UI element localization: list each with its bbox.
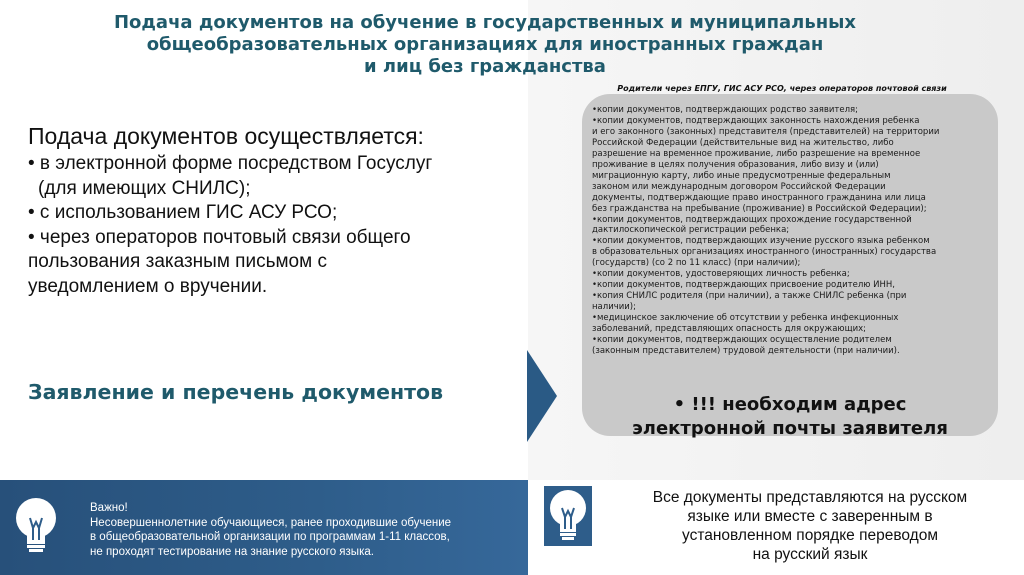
document-line: •копии документов, подтверждающих изучение русского языка ребенком	[592, 236, 930, 247]
document-line: Российской Федерации (действительные вид на жительство, либо	[592, 137, 894, 148]
documents-list	[592, 105, 992, 357]
document-line: проживание в целях получения образования, либо визу и (или)	[592, 159, 879, 170]
language-note-line: установленном порядке переводом	[682, 527, 938, 544]
important-line: не проходят тестирование на знание русского языка.	[90, 545, 374, 558]
important-note	[90, 501, 520, 559]
document-line: •копии документов, удостоверяющих личность ребенка;	[592, 269, 850, 280]
submission-methods	[28, 122, 498, 299]
document-line: •медицинское заключение об отсутствии у ребенка инфекционных	[592, 313, 899, 324]
list-item: • в электронной форме посредством Госуслуг	[28, 153, 433, 174]
document-line: •копии документов, подтверждающих присвоение родителю ИНН,	[592, 280, 895, 291]
email-note-line: электронной почты заявителя	[632, 418, 948, 439]
important-line: Несовершеннолетние обучающиеся, ранее проходившие обучение	[90, 516, 452, 529]
title-line: и лиц без гражданства	[364, 56, 606, 77]
list-item: (для имеющих СНИЛС);	[38, 177, 251, 199]
document-line: заболеваний, представляющих опасность для окружающих;	[592, 324, 866, 335]
document-line: в образовательных организациях иностранного (иностранных) государства	[592, 247, 937, 258]
document-line: и его законного (законных) представителя (представителей) на территории	[592, 126, 940, 137]
document-line: миграционную карту, либо иные предусмотренные федеральным	[592, 170, 891, 181]
title-line: общеобразовательных организациях для иностранных граждан	[146, 34, 824, 55]
document-line: разрешение на временное проживание, либо разрешение на временное	[592, 148, 921, 159]
documents-header-line: Родители через ЕПГУ, ГИС АСУ РСО, через операторов почтовой связи	[617, 84, 947, 93]
list-item: • с использованием ГИС АСУ РСО;	[28, 202, 338, 223]
document-line: документы, подтверждающие право иностранного гражданина или лица	[592, 192, 926, 203]
list-item: пользования заказным письмом с	[28, 251, 327, 272]
document-line: наличии);	[592, 302, 636, 313]
email-requirement-note	[600, 393, 980, 441]
document-line: •копии документов, подтверждающих законность нахождения ребенка	[592, 115, 920, 126]
document-line: •копии документов, подтверждающих осуществление родителем	[592, 335, 892, 346]
language-note-line: Все документы представляются на русском	[652, 489, 968, 506]
page-title	[60, 12, 910, 78]
chevron-right-icon	[527, 350, 557, 442]
title-line: Подача документов на обучение в государственных и муниципальных	[113, 12, 857, 33]
language-note-line: языке или вместе с заверенным в	[687, 508, 933, 525]
document-line: (государств) (со 2 по 11 класс) (при наличии);	[592, 258, 801, 269]
submission-list	[28, 152, 498, 299]
lightbulb-icon	[12, 496, 60, 556]
document-line: •копии документов, подтверждающих прохождение государственной	[592, 214, 912, 225]
document-line: законом или международным договором Российской Федерации	[592, 181, 886, 192]
language-note-line: на русский язык	[752, 546, 868, 563]
list-item: • через операторов почтовый связи общего	[28, 226, 411, 248]
document-line: •копия СНИЛС родителя (при наличии), а также СНИЛС ребенка (при	[592, 291, 907, 302]
list-item: уведомлением о вручении.	[28, 275, 268, 297]
lightbulb-icon	[544, 486, 592, 546]
document-line: дактилоскопической регистрации ребенка;	[592, 225, 790, 236]
language-note	[620, 488, 1000, 564]
submission-heading: Подача документов осуществляется:	[28, 123, 424, 149]
application-heading: Заявление и перечень документов	[28, 380, 444, 404]
document-line: (законным представителем) трудовой деятельности (при наличии).	[592, 345, 900, 356]
document-line: без гражданства на пребывание (проживание) в Российской Федерации);	[592, 203, 927, 214]
email-note-line: • !!! необходим адрес	[673, 394, 907, 415]
important-line: в общеобразовательной организации по программам 1-11 классов,	[90, 531, 450, 543]
document-line: •копии документов, подтверждающих родство заявителя;	[592, 105, 859, 115]
important-line: Важно!	[90, 502, 128, 514]
